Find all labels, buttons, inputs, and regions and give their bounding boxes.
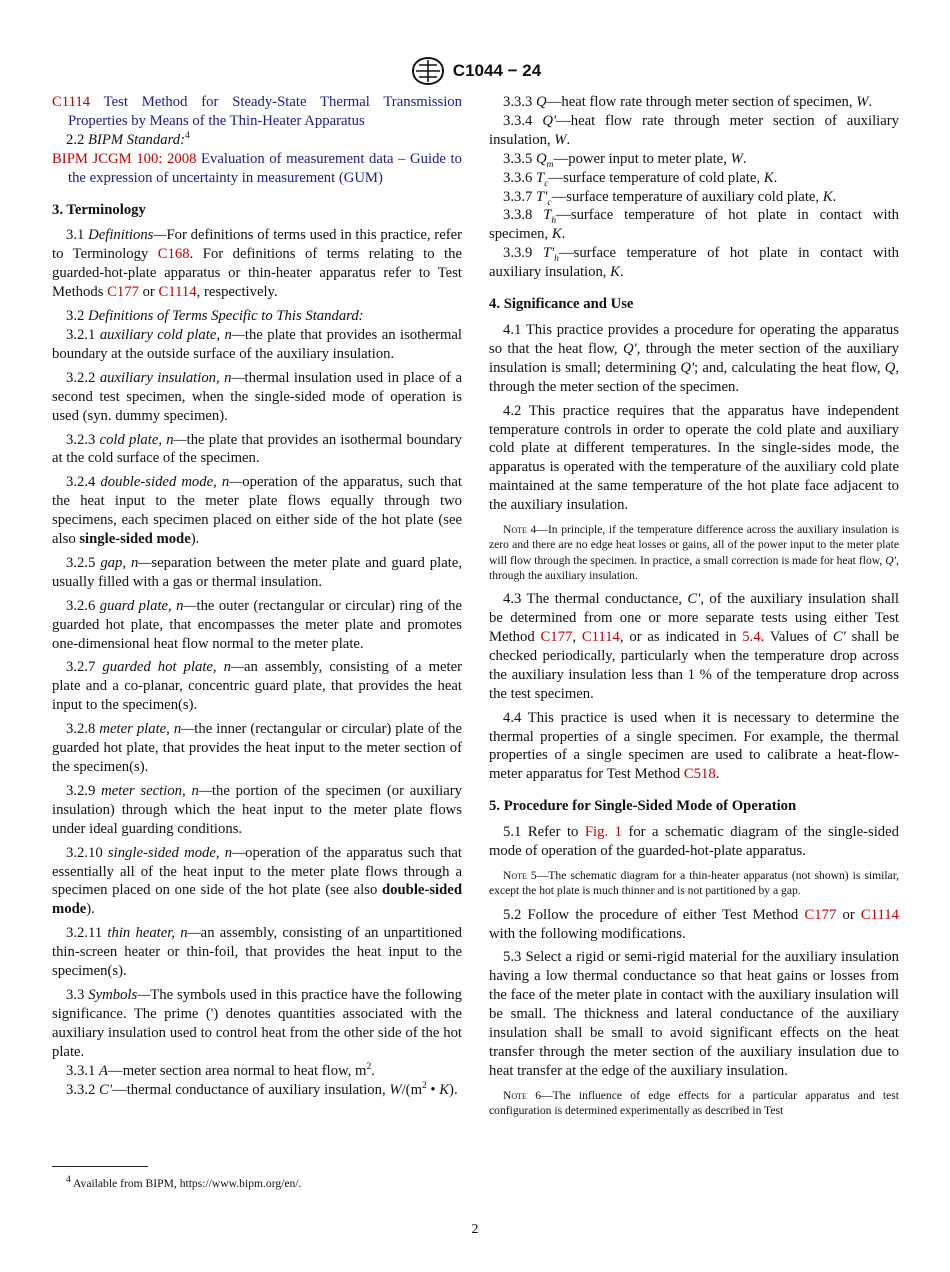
note-5: Note 5—The schematic diagram for a thin-heater apparatus (not shown) is similar, except the hot plate is much thinner and is not partitioned by a gap.: [489, 869, 899, 898]
symbol-3-3-1: 3.3.1 A—meter section area normal to heat flow, $m^2$.: [66, 1061, 375, 1079]
reference-c1114: C1114 Test Method for Steady-State Thermal Transmission Properties by Means of the Thin-Heater Apparatus: [52, 94, 462, 129]
designation: C1044 − 24: [452, 61, 542, 80]
para-3-1: 3.1 Definitions—For definitions of terms used in this practice, refer to Terminology C168. For definitions of terms relating to the guarded-hot-plate apparatus or thin-heater apparatus refer to Test Methods C177 or C1114, respectively.: [52, 227, 463, 301]
link-c177[interactable]: C177: [107, 284, 139, 301]
left-column: [52, 93, 462, 1099]
link-c177[interactable]: C177: [804, 906, 837, 923]
symbol-3-3-6: 3.3.6 $T_c—surface$ temperature of cold plate, K.: [503, 169, 778, 189]
link-bipm[interactable]: BIPM JCGM 100: 2008: [52, 150, 197, 167]
def-3-2-8: 3.2.8 meter plate, n—the inner (rectangular or circular) plate of the guarded hot plate, that provides the heat input to the meter section of the specimen(s).: [52, 721, 462, 775]
symbol-3-3-7: 3.3.7 $T'_c—surface$ temperature of auxiliary cold plate, K.: [503, 188, 837, 208]
page-number: 2: [471, 1222, 479, 1237]
heading-significance: 4. Significance and Use: [489, 296, 634, 313]
def-3-2-3: 3.2.3 cold plate, n—the plate that provides an isothermal boundary at the cold surface of the specimen.: [52, 431, 463, 467]
link-section-5-4[interactable]: 5.4: [742, 629, 761, 646]
note-6: Note 6—The influence of edge effects for a particular apparatus and test configuration is determined experimentally as described in Test: [489, 1088, 899, 1118]
heading-terminology: 3. Terminology: [52, 201, 146, 218]
para-5-2: 5.2 Follow the procedure of either Test Method C177 or C1114 with the following modifications.: [489, 906, 899, 942]
symbol-3-3-2: 3.3.2 C'—thermal conductance of auxiliary insulation, $W/(m^2$ • K).: [66, 1080, 458, 1098]
def-3-2-5: 3.2.5 gap, n—separation between the meter plate and guard plate, usually filled with a gas or thermal insulation.: [52, 554, 462, 590]
footnote-4: $^4$ Available from BIPM, https://www.bipm.org/en/.: [66, 1175, 302, 1190]
para-3-3: 3.3 Symbols—The symbols used in this practice have the following significance. The prime (') denotes quantities associated with the auxiliary insulation used to control heat from the other side of the hot plate.: [52, 986, 462, 1060]
link-c1114[interactable]: C1114: [581, 629, 620, 646]
link-c177[interactable]: C177: [540, 629, 573, 646]
astm-logo-icon: [409, 56, 447, 86]
def-3-2-9: 3.2.9 meter section, n—the portion of the specimen (or auxiliary insulation) through which the heat input to the meter plate flows under ideal guarding conditions.: [52, 782, 463, 837]
def-3-2-6: 3.2.6 guard plate, n—the outer (rectangular or circular) ring of the guarded hot plate, that encompasses the meter plate and promotes one-dimensional heat flow normal to the meter plate.: [52, 597, 462, 652]
para-4-4: 4.4 This practice is used when it is necessary to determine the thermal properties of a single specimen. For example, the thermal properties of a single specimen are used to calibrate a heat-flow-meter apparatus for Test Method C518.: [489, 709, 899, 783]
symbol-3-3-9: 3.3.9 $T'_h—surface$ temperature of hot plate in contact with auxiliary insulation, K.: [489, 245, 899, 281]
link-c1114[interactable]: C1114: [860, 906, 899, 923]
symbol-3-3-3: 3.3.3 Q—heat flow rate through meter section of specimen, W.: [503, 94, 873, 110]
link-c518[interactable]: C518: [683, 766, 716, 783]
symbol-3-3-5: 3.3.5 $Q_m—power$ input to meter plate, W.: [503, 150, 747, 170]
section-2-2: 2.2 BIPM Standard:$^4$: [66, 130, 190, 148]
def-3-2-7: 3.2.7 guarded hot plate, n—an assembly, consisting of a meter plate and a co-planar, concentric guard plate, that provides the heat input to the specimen(s).: [52, 659, 462, 714]
para-4-1: 4.1 This practice provides a procedure for operating the apparatus so that the heat flow, Q', through the meter section of the auxiliary insulation is small; determining Q'; and, calculating the heat flow, Q, through the meter section of the specimen.: [489, 321, 899, 395]
def-3-2-11: 3.2.11 thin heater, n—an assembly, consisting of an unpartitioned thin-screen heater or thin-foil, that provides the heat input to the specimen(s).: [52, 925, 462, 980]
para-3-2: 3.2 Definitions of Terms Specific to This Standard:: [66, 308, 364, 325]
note-4: Note 4—In principle, if the temperature difference across the auxiliary insulation is zero and there are no edge heat losses or gains, all of the power input to the meter plate will flow through the specimen. In practice, a small correction is made for heat flow, Q', through the auxiliary insulation.: [489, 523, 899, 582]
para-4-2: 4.2 This practice requires that the apparatus have independent temperature controls in order to operate the cold plate and auxiliary cold plate at different temperatures. In the single-sides mode, the apparatus is operated with the temperature of the auxiliary cold plate maintained at the same temperature of the hot plate face adjacent to the auxiliary insulation.: [489, 402, 899, 514]
para-4-3: 4.3 The thermal conductance, C', of the auxiliary insulation shall be determined from one or more separate tests using either Test Method C177, C1114, or as indicated in 5.4. Values of C' shall be checked periodically, particularly when the temperature drop across the auxiliary insulation less than 1 % of the temperature drop across the test specimen.: [489, 591, 900, 702]
link-c1114[interactable]: C1114: [52, 94, 91, 110]
reference-bipm: BIPM JCGM 100: 2008 Evaluation of measurement data – Guide to the expression of uncertainty in measurement (GUM): [52, 150, 462, 186]
right-column: [489, 93, 899, 1125]
footnote-rule: [52, 1166, 148, 1167]
def-3-2-2: 3.2.2 auxiliary insulation, n—thermal insulation used in place of a second test specimen, when the single-sided mode of operation is used (syn. dummy specimen).: [52, 369, 463, 424]
link-c168[interactable]: C168: [157, 246, 190, 263]
def-3-2-1: 3.2.1 auxiliary cold plate, n—the plate that provides an isothermal boundary at the outside surface of the auxiliary insulation.: [52, 326, 462, 362]
heading-procedure: 5. Procedure for Single-Sided Mode of Operation: [489, 798, 797, 815]
symbol-3-3-4: 3.3.4 Q'—heat flow rate through meter section of auxiliary insulation, W.: [489, 112, 899, 148]
para-5-1: 5.1 Refer to Fig. 1 for a schematic diagram of the single-sided mode of operation of the guarded-hot-plate apparatus.: [489, 824, 899, 860]
symbol-3-3-8: 3.3.8 $T_h—surface$ temperature of hot plate in contact with specimen, K.: [489, 207, 899, 243]
link-c1114[interactable]: C1114: [158, 284, 197, 301]
page-header: [0, 56, 950, 86]
para-5-3: 5.3 Select a rigid or semi-rigid material for the auxiliary insulation having a low thermal conductance so that heat gains or losses from the face of the meter plate in contact with the auxiliary insulation will be small. The thickness and lateral conductance of the auxiliary insulation shall be small to avoid significant effects on the heat transfer through the meter section of the auxiliary insulation due to heat transfer at the edge of the auxiliary insulation.: [489, 949, 899, 1079]
def-3-2-4: 3.2.4 double-sided mode, n—operation of the apparatus, such that the heat input to the meter plate flows equally through two specimens, each specimen placed on either side of the hot plate (see also single-sided mode).: [52, 474, 462, 548]
def-3-2-10: 3.2.10 single-sided mode, n—operation of the apparatus such that essentially all of the heat input to the meter plate flows through a specimen placed on one side of the hot plate (see also double-sided mode).: [52, 844, 462, 918]
link-fig-1[interactable]: Fig. 1: [584, 824, 622, 841]
